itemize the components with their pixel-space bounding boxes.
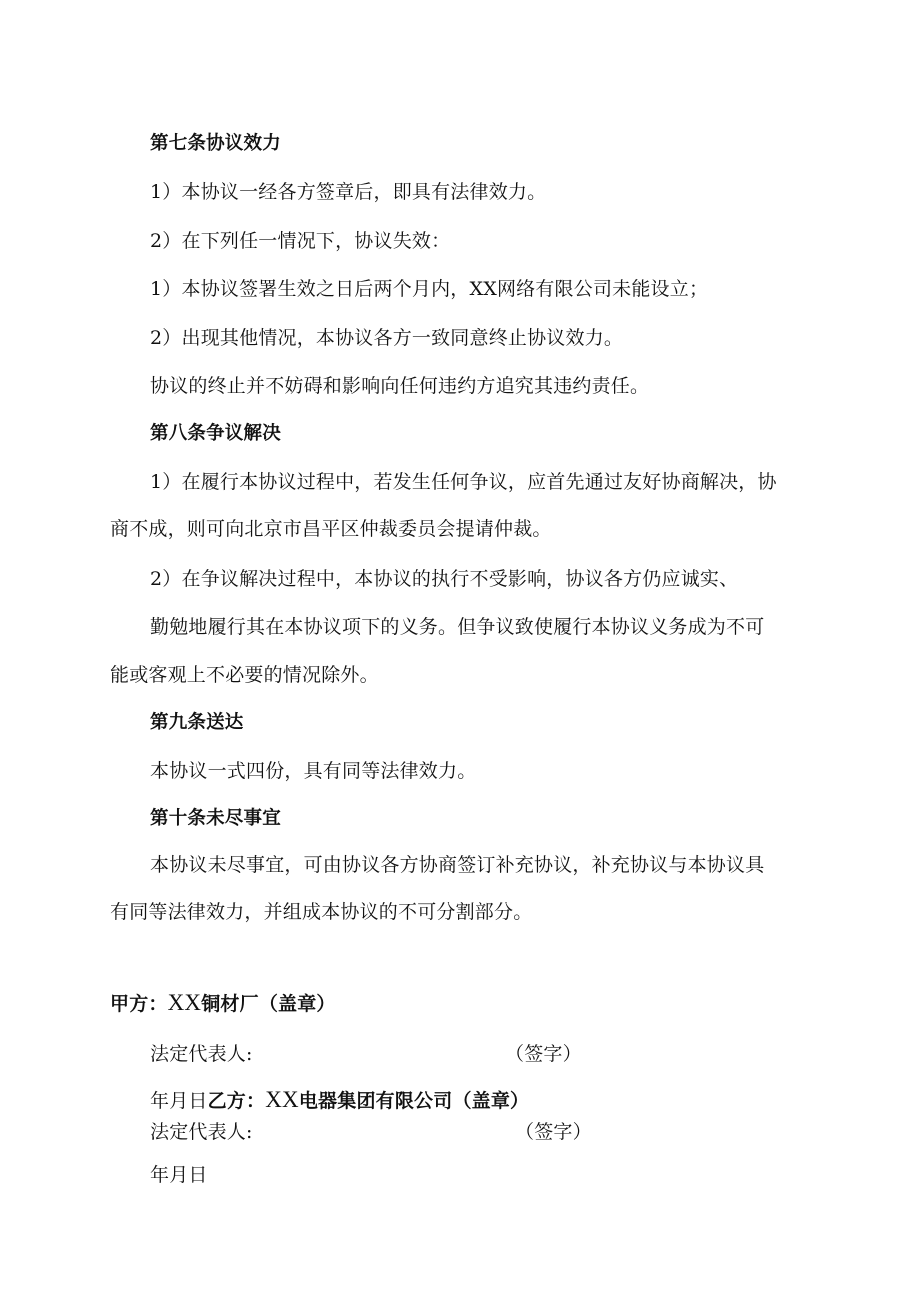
article-9-paragraph: 本协议一式四份，具有同等法律效力。 (150, 760, 477, 782)
article-8-paragraph: 商不成，则可向北京市昌平区仲裁委员会提请仲裁。 (110, 518, 552, 540)
article-7-paragraph: 1）本协议签署生效之日后两个月内，XX网络有限公司未能设立； (150, 278, 709, 300)
party-b-label: 乙方： (207, 1090, 266, 1112)
article-7-paragraph: 1）本协议一经各方签章后，即具有法律效力。 (150, 181, 547, 203)
article-7-paragraph: 协议的终止并不妨碍和影响向任何违约方追究其违约责任。 (150, 375, 650, 397)
article-7-heading: 第七条协议效力 (150, 133, 281, 154)
article-10-heading: 第十条未尽事宜 (150, 808, 281, 829)
article-8-paragraph: 能或客观上不必要的情况除外。 (110, 664, 379, 686)
article-8-paragraph: 勤勉地履行其在本协议项下的义务。但争议致使履行本协议义务成为不可 (150, 616, 765, 638)
article-10-paragraph: 有同等法律效力，并组成本协议的不可分割部分。 (110, 901, 533, 923)
party-b-representative-label: 法定代表人: (150, 1121, 253, 1143)
article-9-heading: 第九条送达 (150, 712, 244, 733)
party-a-signature-label: （签字） (505, 1043, 582, 1065)
date-and-party-b-line (150, 1087, 529, 1114)
party-a-label: 甲方： (110, 993, 168, 1015)
party-a-name: 铜材厂（盖章） (201, 993, 336, 1015)
article-10-paragraph: 本协议未尽事宜，可由协议各方协商签订补充协议，补充协议与本协议具 (150, 854, 765, 876)
party-a-representative-label: 法定代表人: (150, 1043, 253, 1065)
party-a-line (110, 990, 336, 1017)
article-8-paragraph: 1）在履行本协议过程中，若发生任何争议，应首先通过友好协商解决，协 (150, 471, 777, 493)
article-7-paragraph: 2）在下列任一情况下，协议失效： (150, 230, 451, 252)
party-b-signature-label: （签字） (515, 1121, 592, 1143)
article-7-paragraph: 2）出现其他情况，本协议各方一致同意终止协议效力。 (150, 327, 624, 349)
party-b-date-label: 年月日 (150, 1164, 208, 1186)
party-b-name: 电器集团有限公司（盖章） (298, 1090, 530, 1112)
party-b-xx: XX (265, 1087, 299, 1112)
party-a-xx: XX (167, 990, 202, 1015)
article-8-paragraph: 2）在争议解决过程中，本协议的执行不受影响，协议各方仍应诚实、 (150, 568, 739, 590)
article-8-heading: 第八条争议解决 (150, 423, 281, 444)
party-a-date-label: 年月日 (150, 1090, 208, 1112)
